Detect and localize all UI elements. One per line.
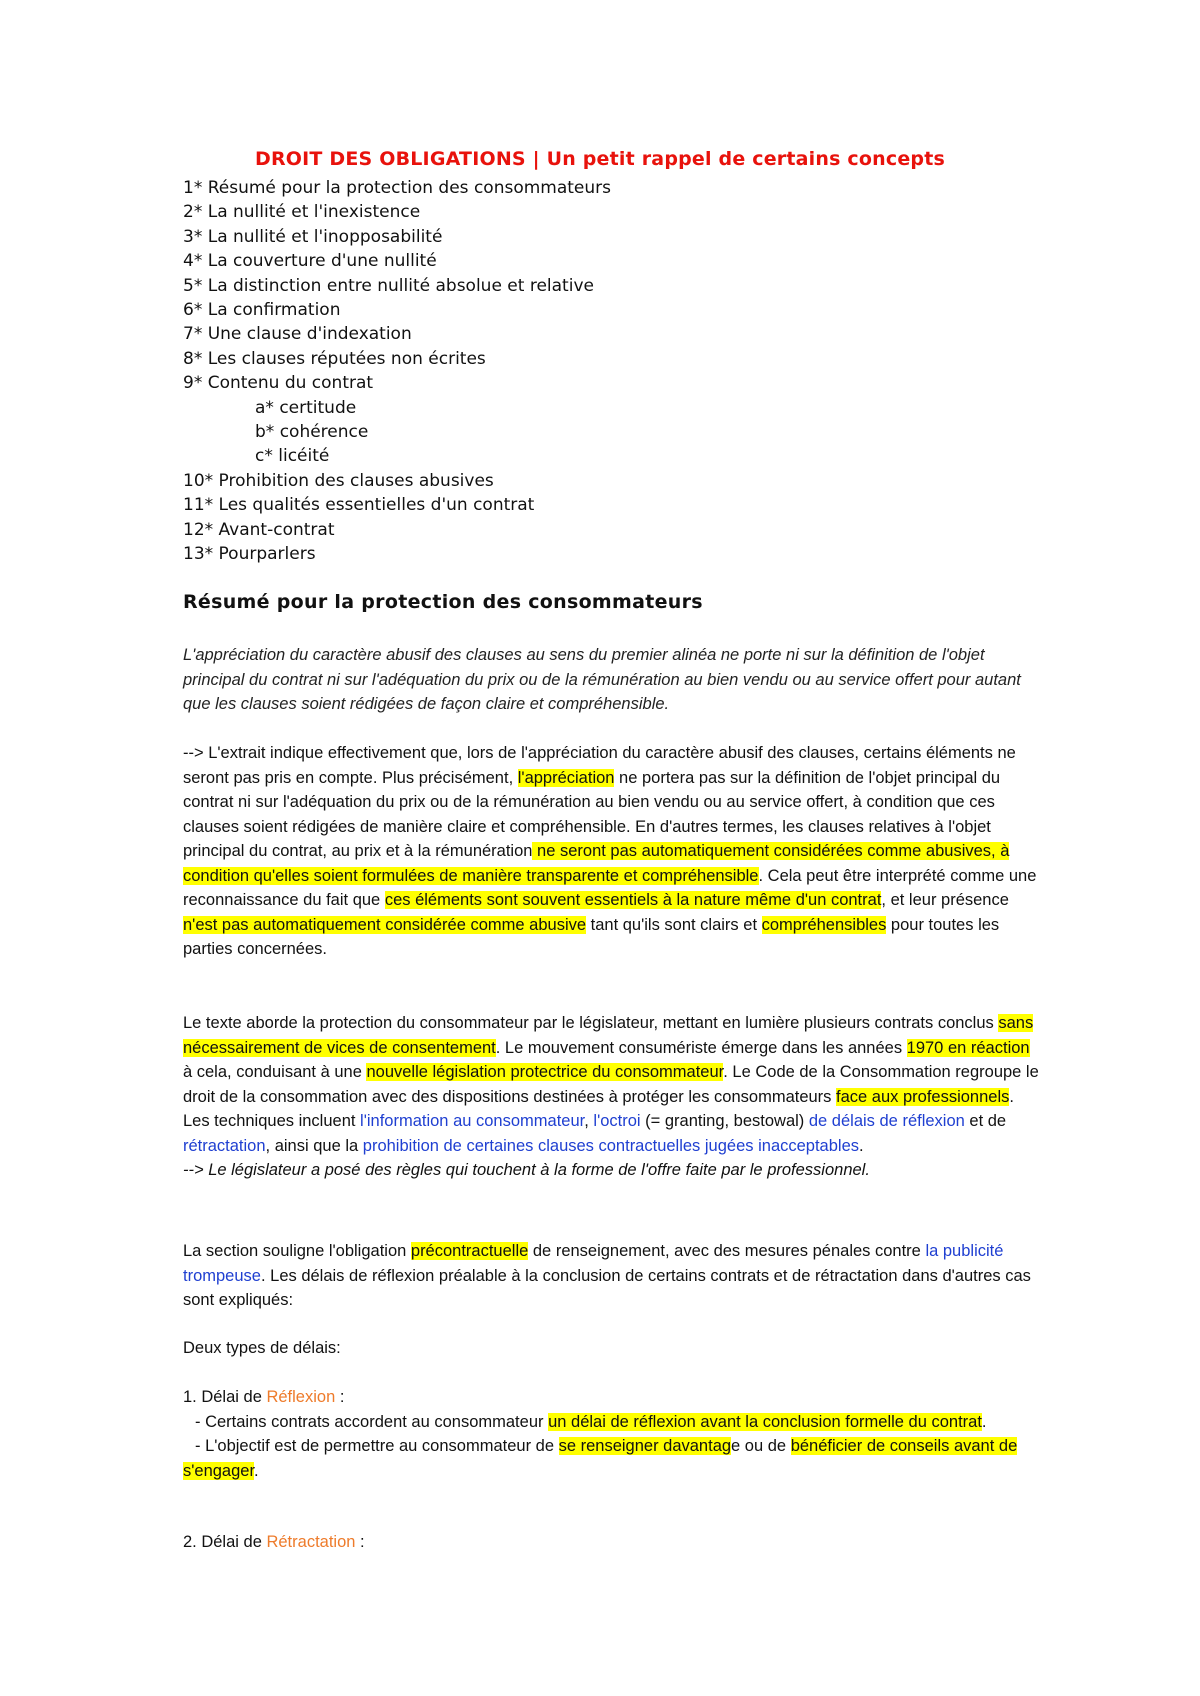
- paragraph-consumer-protection: [183, 1011, 1043, 1183]
- toc-item-8: 8* Les clauses réputées non écrites: [183, 348, 486, 369]
- italic-note: --> Le législateur a posé des règles qui touchent à la forme de l'offre faite par le professionnel.: [183, 1161, 870, 1179]
- quoted-article: L'appréciation du caractère abusif des clauses au sens du premier alinéa ne porte ni sur la définition de l'objet principal du contrat ni sur l'adéquation du prix ou de la rémunération au bien vendu ou au service offert pour autant que les clauses soient rédigées de façon claire et compréhensible.: [183, 646, 1021, 713]
- blue-text: l'octroi: [593, 1112, 641, 1130]
- text-run: et de: [964, 1112, 1007, 1130]
- text-run: .: [254, 1461, 259, 1480]
- text-run: à cela, conduisant à une: [183, 1063, 367, 1081]
- text-run: :: [335, 1388, 345, 1406]
- text-run: --> L'extrait indique effectivement que, lors de l'appréciation du caractère abusif des clauses, certains éléments ne seront pas pris en compte. Plus précisément,: [183, 744, 1016, 787]
- text-run: (= granting, bestowal): [640, 1112, 809, 1130]
- paragraph-retraction-delay: [183, 1530, 1043, 1555]
- highlighted-text: face aux professionnels: [836, 1087, 1010, 1106]
- blue-text: prohibition de certaines clauses contractuelles jugées inacceptables: [362, 1136, 859, 1155]
- text-run: . Les délais de réflexion préalable à la conclusion de certains contrats et de rétractation dans d'autres cas sont expliqués:: [183, 1266, 1031, 1309]
- highlighted-text: nouvelle législation protectrice du consommateur: [366, 1063, 724, 1081]
- text-run: . Cela peut être interprété comme une reconnaissance du fait que: [183, 866, 1037, 909]
- blue-text: l'information au consommateur: [360, 1112, 585, 1130]
- text-run: . Le mouvement consumériste émerge dans les années: [495, 1038, 907, 1057]
- text-run: ,: [584, 1112, 594, 1130]
- toc-item-3: 3* La nullité et l'inopposabilité: [183, 226, 443, 247]
- toc-item-7: 7* Une clause d'indexation: [183, 324, 412, 345]
- toc-item-5: 5* La distinction entre nullité absolue et relative: [183, 275, 594, 296]
- text-run: tant qu'ils sont clairs et: [586, 915, 762, 934]
- toc-item-4: 4* La couverture d'une nullité: [183, 251, 437, 272]
- orange-text: Réflexion: [266, 1388, 336, 1406]
- text-run: 2. Délai de: [183, 1533, 267, 1551]
- highlighted-text: sans nécessairement de vices de consentement: [183, 1014, 1034, 1057]
- toc-subitem-a: a* certitude: [255, 397, 357, 418]
- text-run: 1. Délai de: [183, 1388, 267, 1406]
- orange-text: Rétractation: [266, 1533, 356, 1551]
- text-run: pour toutes les parties concernées.: [183, 915, 1000, 958]
- table-of-contents: [183, 176, 611, 567]
- toc-subitem-c: c* licéité: [255, 446, 330, 467]
- toc-item-11: 11* Les qualités essentielles d'un contrat: [183, 495, 535, 516]
- highlighted-text: ces éléments sont souvent essentiels à la nature même d'un contrat: [384, 891, 882, 909]
- highlighted-text: 1970 en réaction: [906, 1038, 1030, 1057]
- highlighted-text: précontractuelle: [410, 1242, 529, 1260]
- text-run: La section souligne l'obligation: [183, 1242, 411, 1260]
- highlighted-text: bénéficier de conseils avant de s'engager: [183, 1437, 1018, 1480]
- highlighted-text: ne seront pas automatiquement considérées comme abusives, à condition qu'elles soient formulées de manière transparente et compréhensible: [183, 842, 1010, 885]
- toc-item-6: 6* La confirmation: [183, 300, 341, 321]
- text-run: . Les techniques incluent: [183, 1087, 1014, 1130]
- blue-text: la publicité trompeuse: [183, 1242, 1004, 1285]
- highlighted-text: l'appréciation: [517, 768, 615, 787]
- text-run: . Le Code de la Consommation regroupe le droit de la consommation avec des dispositions destinées à protéger les consommateurs: [183, 1063, 1039, 1106]
- highlighted-text: compréhensibles: [761, 915, 887, 934]
- text-run: .: [981, 1412, 987, 1431]
- text-run: ne portera pas sur la définition de l'objet principal du contrat ni sur l'adéquation du prix ou de la rémunération au bien vendu ou au service offert, à condition que ces clauses soient rédigées de manière claire et compréhensible. En d'autres termes, les clauses relatives à l'objet principal du contrat, au prix et à la rémunération: [183, 768, 1001, 860]
- toc-item-1: 1* Résumé pour la protection des consommateurs: [183, 178, 612, 198]
- toc-item-13: 13* Pourparlers: [183, 544, 316, 565]
- section-heading: Résumé pour la protection des consommateurs: [183, 591, 703, 613]
- text-run: - L'objectif est de permettre au consommateur de: [195, 1437, 559, 1455]
- document-title: DROIT DES OBLIGATIONS | Un petit rappel de certains concepts: [254, 148, 946, 170]
- text-run: Le texte aborde la protection du consommateur par le législateur, mettant en lumière plusieurs contrats conclus: [183, 1014, 999, 1032]
- text-run: , ainsi que la: [265, 1136, 363, 1155]
- highlighted-text: n'est pas automatiquement considérée comme abusive: [183, 915, 587, 934]
- text-run: , et leur présence: [881, 891, 1009, 909]
- toc-item-9: 9* Contenu du contrat: [183, 373, 374, 394]
- paragraph-reflection-delay: [183, 1385, 1043, 1483]
- highlighted-text: un délai de réflexion avant la conclusion formelle du contrat: [548, 1412, 982, 1431]
- text-run: :: [355, 1533, 365, 1551]
- paragraph-delay-types: Deux types de délais:: [183, 1339, 341, 1357]
- blue-text: rétractation: [183, 1136, 266, 1155]
- paragraph-obligation: [183, 1239, 1043, 1313]
- toc-subitem-b: b* cohérence: [255, 422, 369, 443]
- text-run: de renseignement, avec des mesures pénales contre: [528, 1242, 926, 1260]
- text-run: - Certains contrats accordent au consommateur: [195, 1412, 549, 1431]
- toc-item-10: 10* Prohibition des clauses abusives: [183, 470, 494, 491]
- text-run: .: [859, 1136, 864, 1155]
- toc-item-2: 2* La nullité et l'inexistence: [183, 202, 421, 223]
- blue-text: de délais de réflexion: [808, 1112, 965, 1130]
- toc-item-12: 12* Avant-contrat: [183, 519, 335, 540]
- highlighted-text: se renseigner davantag: [558, 1437, 732, 1455]
- paragraph-analysis: [183, 741, 1043, 962]
- text-run: e ou de: [731, 1437, 791, 1455]
